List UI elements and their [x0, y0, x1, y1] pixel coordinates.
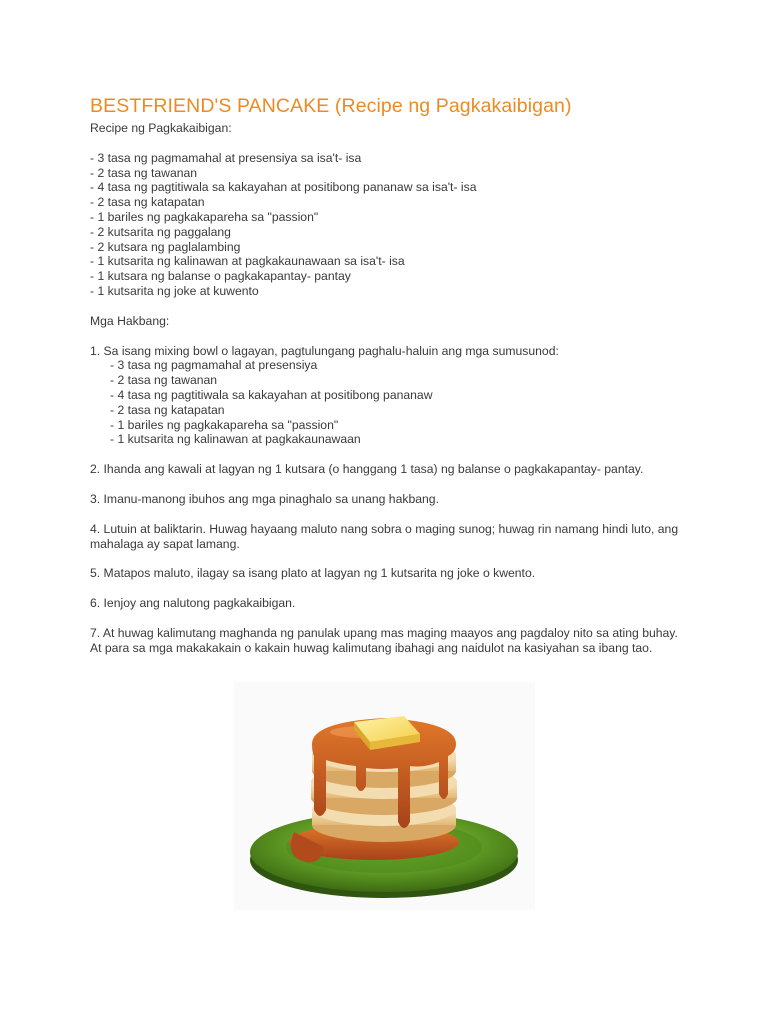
step-3: 3. Imanu-manong ibuhos ang mga pinaghalo sa unang hakbang.: [90, 491, 439, 506]
spacer: [90, 551, 690, 566]
spacer: [90, 447, 690, 462]
ingredient-item: - 3 tasa ng pagmamahal at presensiya sa isa't- isa: [90, 150, 362, 165]
spacer: [90, 477, 690, 492]
recipe-label: Recipe ng Pagkakaibigan:: [90, 121, 232, 135]
spacer: [90, 611, 690, 626]
spacer: [90, 507, 690, 522]
ingredient-item: - 1 kutsarita ng joke at kuwento: [90, 283, 259, 298]
mix-item: - 4 tasa ng pagtitiwala sa kakayahan at positibong pananaw: [110, 387, 433, 402]
step-6: 6. Ienjoy ang nalutong pagkakaibigan.: [90, 596, 296, 611]
step-5: 5. Matapos maluto, ilagay sa isang plato at lagyan ng 1 kutsarita ng joke o kwento.: [90, 566, 536, 581]
step-2: 2. Ihanda ang kawali at lagyan ng 1 kutsara (o hanggang 1 tasa) ng balanse o pagkakapantay- pantay.: [90, 462, 644, 477]
recipe-document: [90, 94, 690, 656]
page-title: BESTFRIEND'S PANCAKE (Recipe ng Pagkakaibigan): [90, 95, 572, 117]
pancake-stack-icon: [234, 682, 535, 910]
mix-item: - 2 tasa ng tawanan: [110, 373, 218, 388]
mix-item: - 1 kutsarita ng kalinawan at pagkakaunawaan: [110, 432, 361, 447]
step-4: 4. Lutuin at baliktarin. Huwag hayaang maluto nang sobra o maging sunog; huwag rin namang hindi luto, ang mahalaga ay sapat lamang.: [90, 521, 679, 551]
ingredient-item: - 1 bariles ng pagkakapareha sa "passion": [90, 209, 319, 224]
ingredient-item: - 2 tasa ng tawanan: [90, 165, 198, 180]
ingredient-item: - 1 kutsara ng balanse o pagkakapantay- pantay: [90, 269, 351, 284]
step-7: 7. At huwag kalimutang maghanda ng panulak upang mas maging maayos ang pagdaloy nito sa ating buhay. At para sa mga makakakain o kakain huwag kalimutang ibahagi ang naidulot na kasiyahan sa ibang tao.: [90, 625, 678, 655]
ingredient-list: [90, 151, 690, 299]
spacer: [90, 581, 690, 596]
steps-label: Mga Hakbang:: [90, 313, 170, 328]
ingredient-item: - 1 kutsarita ng kalinawan at pagkakaunawaan sa isa't- isa: [90, 254, 405, 269]
spacer: [90, 136, 690, 151]
spacer: [90, 329, 690, 344]
mix-item: - 1 bariles ng pagkakapareha sa "passion": [110, 417, 339, 432]
step-1-mix-list: [90, 358, 690, 447]
pancake-illustration: [234, 682, 535, 910]
ingredient-item: - 4 tasa ng pagtitiwala sa kakayahan at positibong pananaw sa isa't- isa: [90, 180, 477, 195]
ingredient-item: - 2 tasa ng katapatan: [90, 195, 205, 210]
mix-item: - 3 tasa ng pagmamahal at presensiya: [110, 358, 318, 373]
ingredient-item: - 2 kutsarita ng paggalang: [90, 224, 231, 239]
mix-item: - 2 tasa ng katapatan: [110, 402, 225, 417]
step-1: 1. Sa isang mixing bowl o lagayan, pagtulungang paghalu-haluin ang mga sumusunod:: [90, 343, 559, 358]
ingredient-item: - 2 kutsara ng paglalambing: [90, 239, 241, 254]
spacer: [90, 299, 690, 314]
